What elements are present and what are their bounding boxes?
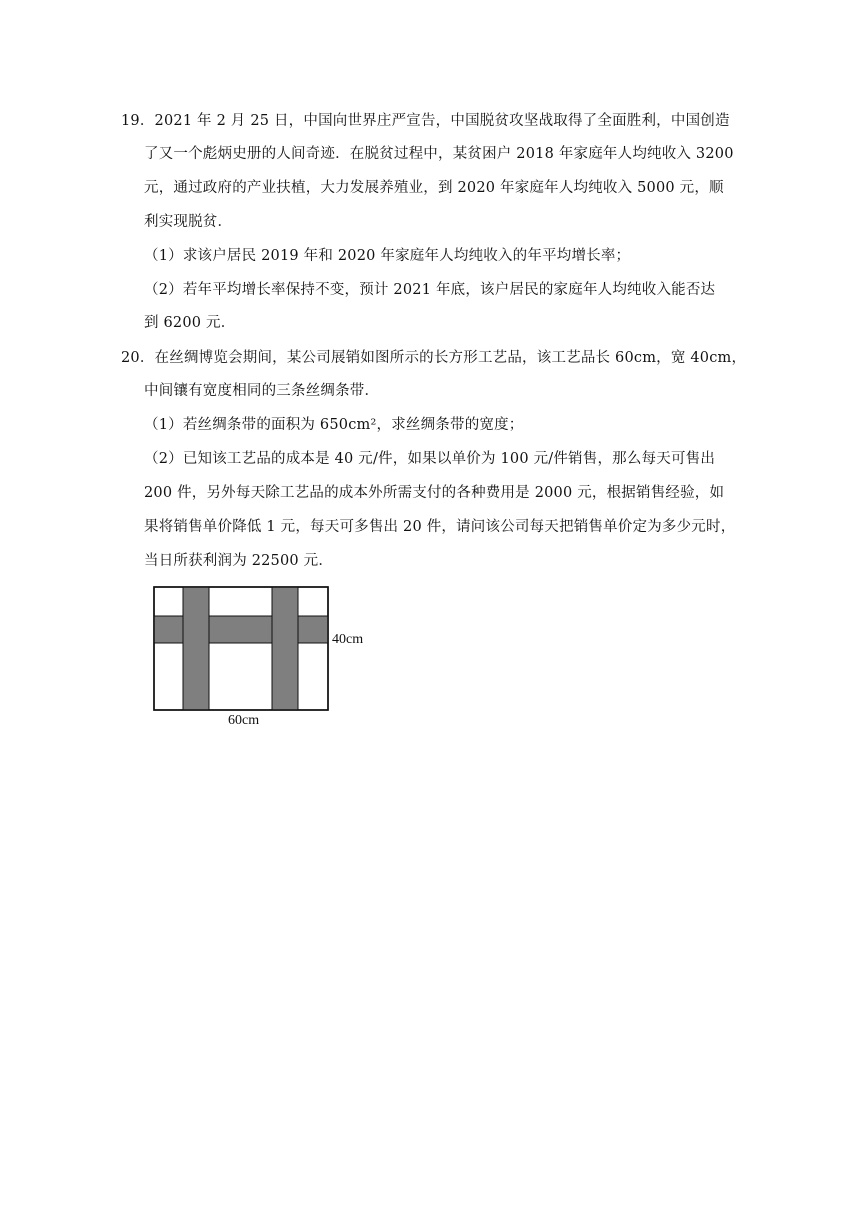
q19-line-2: 了又一个彪炳史册的人间奇迹．在脱贫过程中，某贫困户 2018 年家庭年人均纯收入 3200 (144, 146, 734, 162)
q20-part-2-line-1: （2）已知该工艺品的成本是 40 元/件，如果以单价为 100 元/件销售，那么每天可售出 (144, 451, 716, 467)
length-label: 60cm (228, 713, 260, 728)
vertical-strip-right (272, 587, 298, 710)
q20-part-2-line-4: 当日所获利润为 22500 元． (144, 553, 334, 569)
craft-outer-rect (154, 587, 328, 710)
q20-part-2-line-3: 果将销售单价降低 1 元，每天可多售出 20 件，请问该公司每天把销售单价定为多少元时， (144, 519, 736, 535)
width-label: 40cm (332, 632, 364, 647)
q20-line-2: 中间镶有宽度相同的三条丝绸条带． (144, 383, 380, 399)
q20-line-1: 20．在丝绸博览会期间，某公司展销如图所示的长方形工艺品，该工艺品长 60cm，宽 40cm， (121, 350, 747, 366)
q19-line-3: 元，通过政府的产业扶植，大力发展养殖业，到 2020 年家庭年人均纯收入 5000 元，顺 (144, 180, 724, 196)
q19-part-2-line-1: （2）若年平均增长率保持不变，预计 2021 年底，该户居民的家庭年人均纯收入能否达 (144, 282, 716, 298)
vertical-strip-left (183, 587, 209, 710)
q20-part-2-line-2: 200 件，另外每天除工艺品的成本外所需支付的各种费用是 2000 元，根据销售经验，如 (144, 485, 725, 501)
q20-part-1: （1）若丝绸条带的面积为 650cm²，求丝绸条带的宽度； (144, 417, 524, 433)
q19-part-1: （1）求该户居民 2019 年和 2020 年家庭年人均纯收入的年平均增长率； (144, 248, 631, 264)
q19-line-1: 19．2021 年 2 月 25 日，中国向世界庄严宣告，中国脱贫攻坚战取得了全面胜利，中国创造 (121, 113, 730, 129)
q19-part-2-line-2: 到 6200 元． (144, 315, 236, 331)
silk-craft-figure (150, 585, 390, 735)
horizontal-strip (154, 616, 328, 643)
silk-craft-diagram (150, 585, 390, 735)
q19-line-4: 利实现脱贫． (144, 214, 233, 230)
